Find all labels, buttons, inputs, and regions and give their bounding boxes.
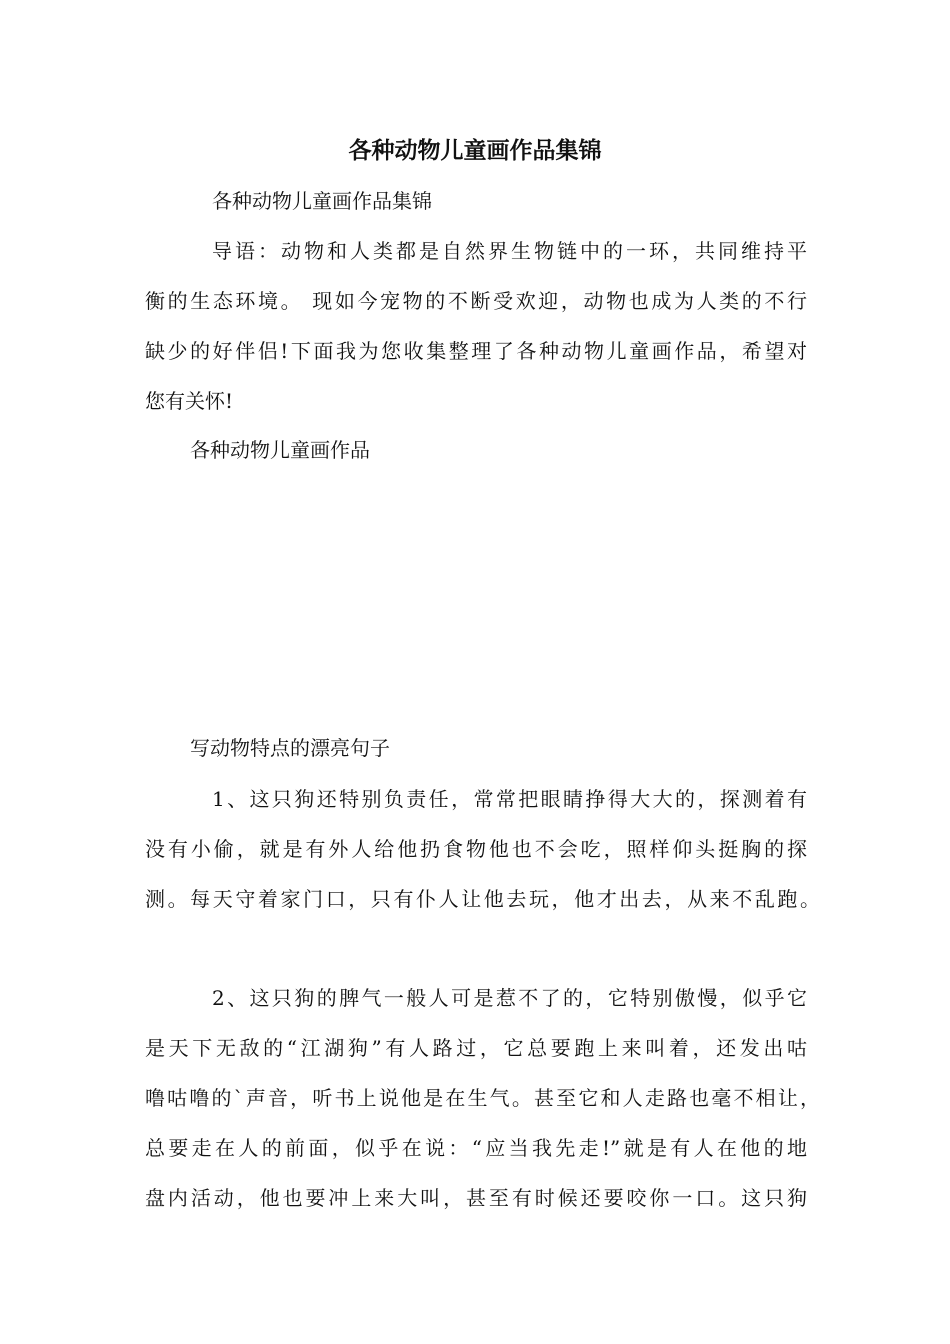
intro-line: 衡的生态环境。 现如今宠物的不断受欢迎，动物也成为人类的不行: [145, 289, 807, 313]
intro-line: 导语：动物和人类都是自然界生物链中的一环，共同维持平: [212, 239, 807, 263]
paragraph-line: 盘内活动，他也要冲上来大叫，甚至有时候还要咬你一口。这只狗: [145, 1186, 807, 1210]
intro-line: 您有关怀!: [145, 389, 234, 413]
paragraph-line: 测。每天守着家门口，只有仆人让他去玩，他才出去，从来不乱跑。: [145, 887, 820, 911]
paragraph-line: 是天下无敌的“江湖狗”有人路过，它总要跑上来叫着，还发出咕: [145, 1036, 807, 1060]
document-title: 各种动物儿童画作品集锦: [348, 137, 602, 164]
paragraph-line: 2、这只狗的脾气一般人可是惹不了的，它特别傲慢，似乎它: [212, 986, 807, 1010]
section-heading-sentences: 写动物特点的漂亮句子: [190, 736, 390, 760]
paragraph-line: 1、这只狗还特别负责任，常常把眼睛挣得大大的，探测着有: [212, 787, 807, 811]
section-heading-artworks: 各种动物儿童画作品: [190, 438, 370, 462]
paragraph-line: 噜咕噜的`声音，听书上说他是在生气。甚至它和人走路也毫不相让，: [145, 1086, 820, 1110]
paragraph-line: 没有小偷，就是有外人给他扔食物他也不会吃，照样仰头挺胸的探: [145, 837, 807, 861]
document-subtitle: 各种动物儿童画作品集锦: [212, 189, 432, 213]
paragraph-line: 总要走在人的前面，似乎在说：“应当我先走!”就是有人在他的地: [145, 1136, 807, 1160]
intro-line: 缺少的好伴侣!下面我为您收集整理了各种动物儿童画作品，希望对: [145, 339, 807, 363]
